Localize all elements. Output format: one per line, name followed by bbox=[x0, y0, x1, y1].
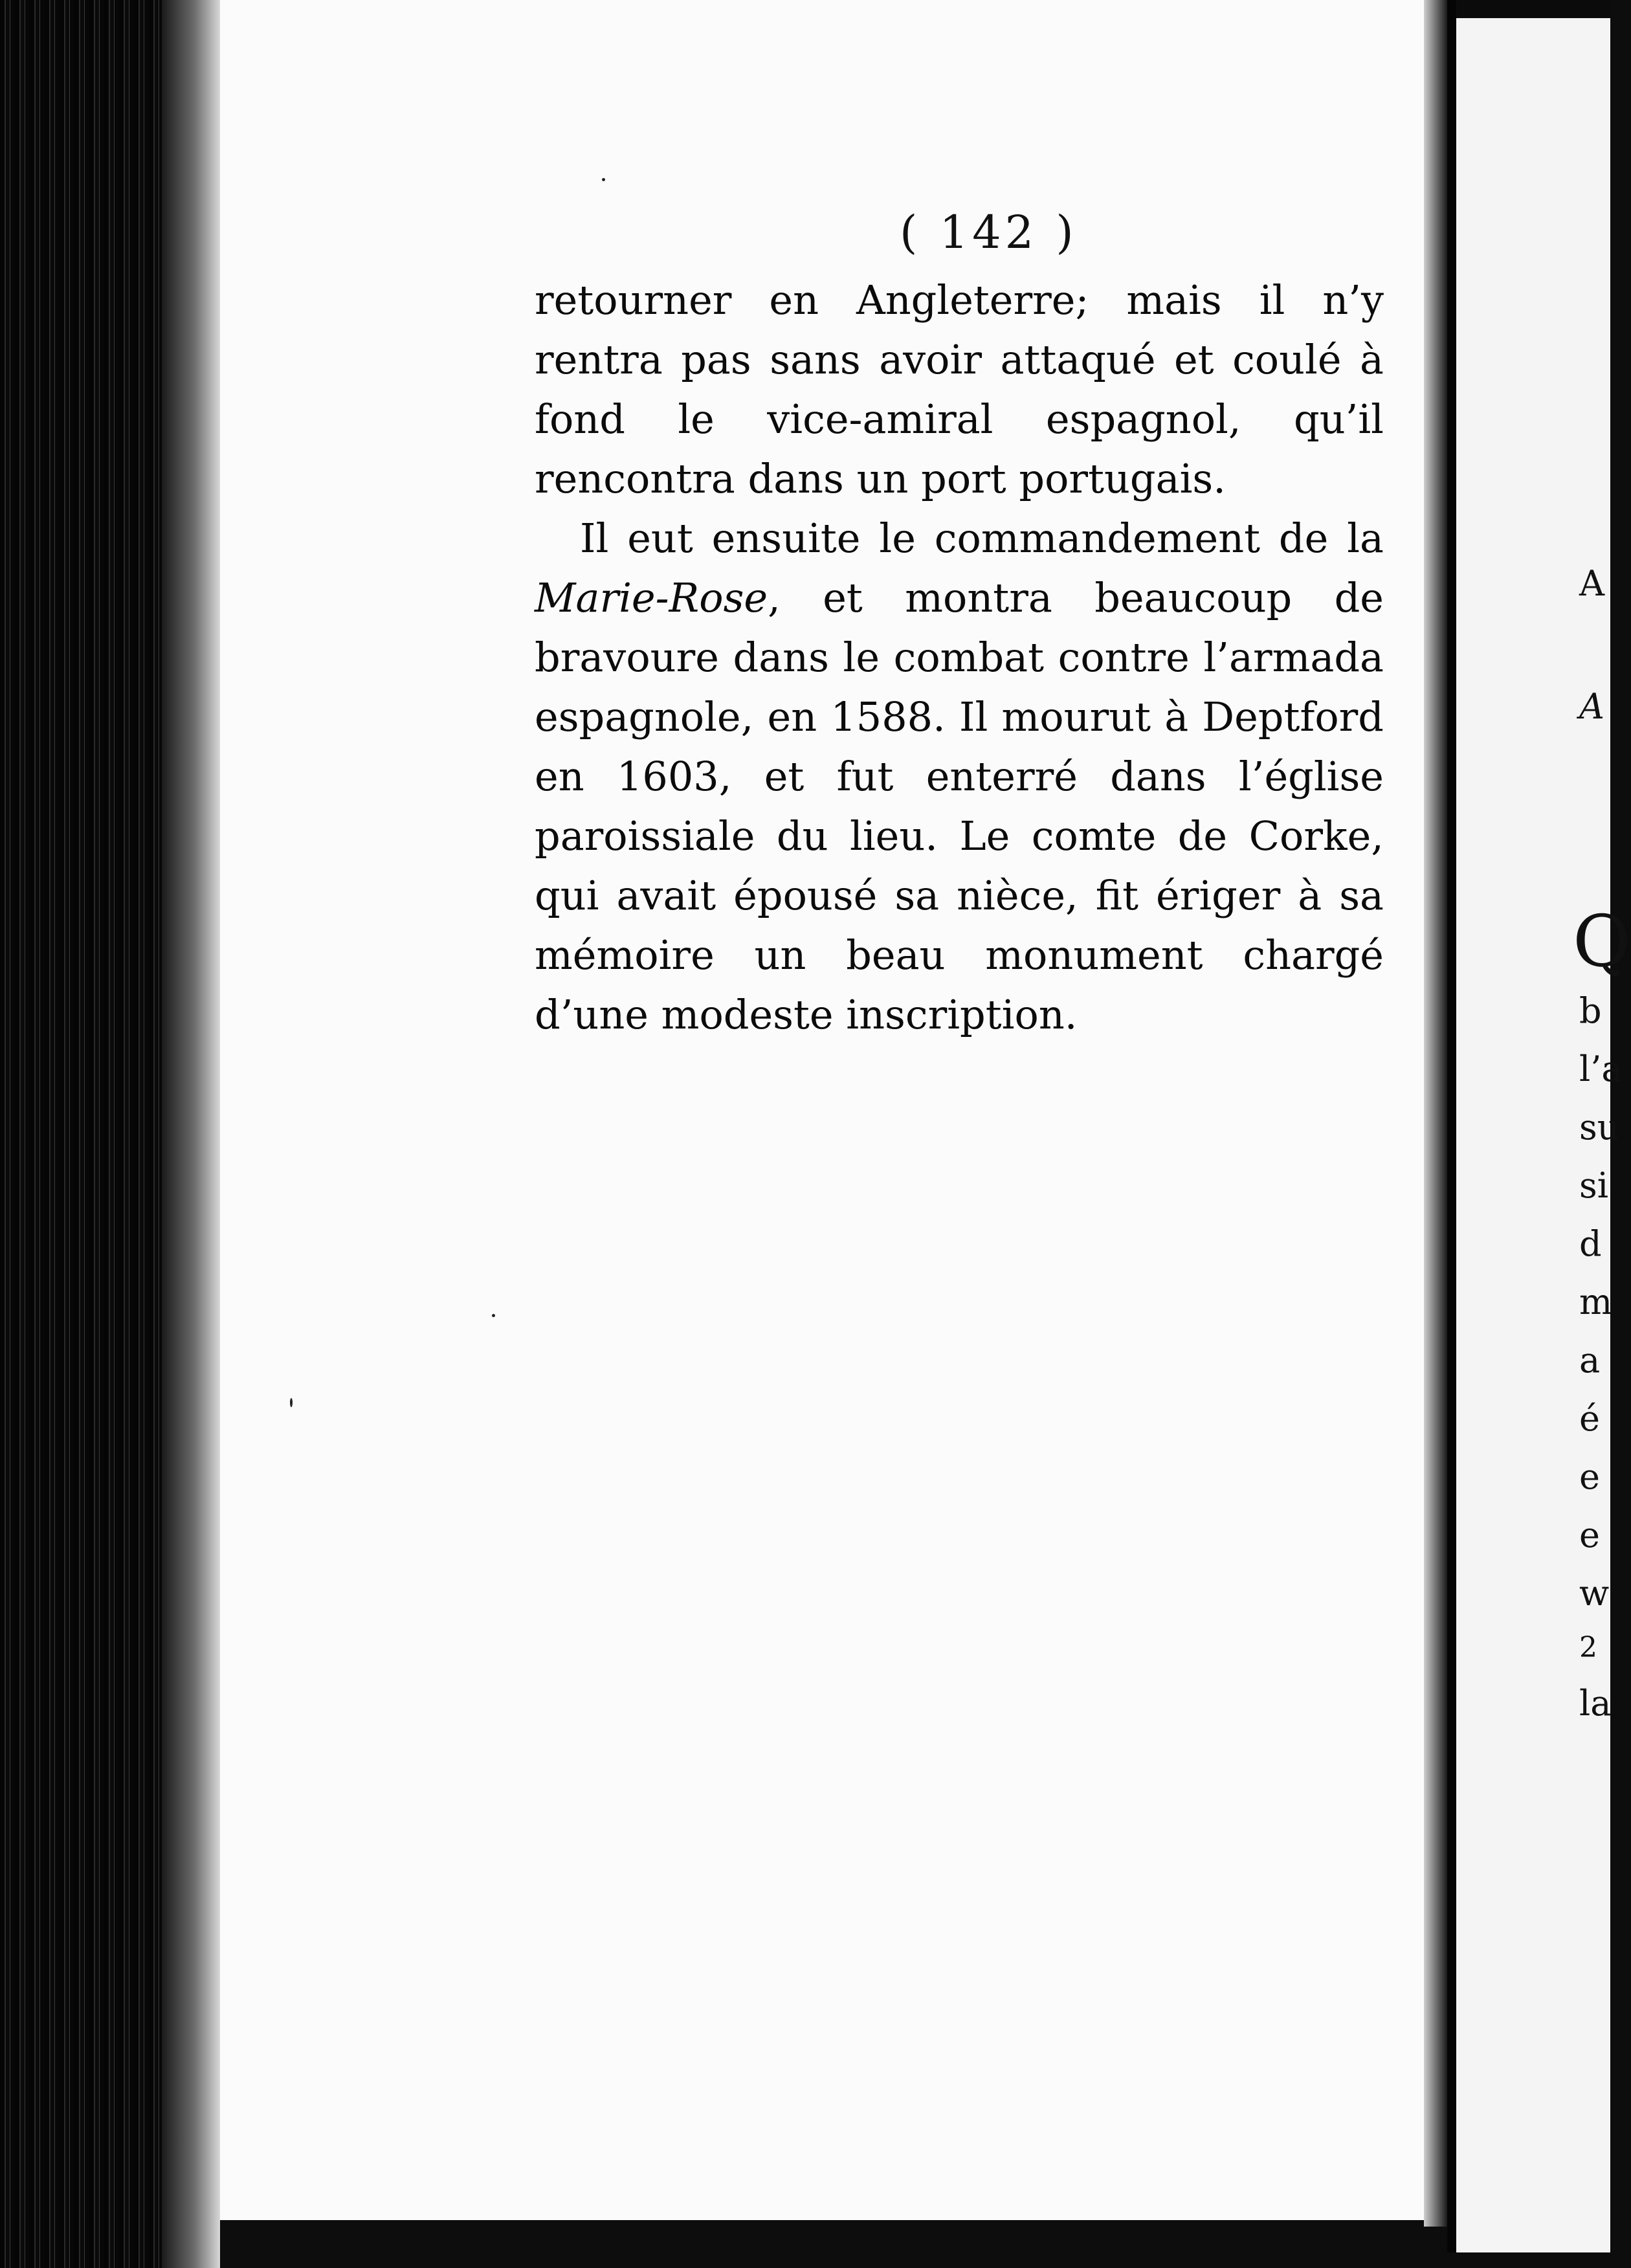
facing-fragment: Q bbox=[1573, 900, 1631, 983]
facing-fragment: m bbox=[1579, 1282, 1613, 1322]
paragraph: retourner en Angleterre; mais il n’y rentra pas sans avoir attaqué et coulé à fond le vice-amiral espagnol, qu’il rencontra dans un port portugais. bbox=[535, 276, 1384, 502]
facing-fragment: d bbox=[1579, 1223, 1602, 1264]
scan-speck bbox=[492, 1314, 495, 1317]
body-text bbox=[535, 271, 1384, 1045]
page-number: ( 142 ) bbox=[900, 206, 1078, 259]
facing-fragment: e bbox=[1579, 1456, 1600, 1497]
facing-fragment: 2 bbox=[1579, 1631, 1597, 1664]
book-gutter bbox=[0, 0, 220, 2268]
facing-fragment: l’a bbox=[1579, 1049, 1623, 1089]
facing-fragment: si bbox=[1579, 1165, 1608, 1206]
facing-fragment: su bbox=[1579, 1107, 1620, 1148]
facing-fragment: a bbox=[1579, 1340, 1601, 1381]
page-edge-shadow bbox=[1424, 0, 1447, 2227]
facing-fragment: e bbox=[1579, 1515, 1600, 1555]
facing-fragment: A bbox=[1579, 563, 1604, 604]
facing-page-top-edge bbox=[1456, 0, 1610, 18]
scan-speck bbox=[602, 178, 605, 181]
facing-fragment: b bbox=[1579, 990, 1602, 1031]
facing-fragment: é bbox=[1579, 1398, 1600, 1439]
paragraph bbox=[535, 509, 1384, 1045]
facing-fragment: A bbox=[1579, 686, 1604, 727]
paragraph-text: Il eut ensuite le commandement de la bbox=[580, 515, 1384, 562]
facing-fragment: w bbox=[1579, 1573, 1610, 1614]
scan-speck bbox=[290, 1398, 293, 1407]
paragraph-text: , et montra beaucoup de bravoure dans le combat contre l’armada espagnole, en 1588. Il mourut à Deptford en 1603, et fut enterré dans l’église paroissiale du lieu. Le comte de Corke, qui avait épousé sa nièce, fit ériger à sa mémoire un beau monument chargé d’une modeste inscription. bbox=[535, 574, 1384, 1038]
ship-name: Marie-Rose bbox=[535, 574, 768, 621]
facing-fragment: la bbox=[1579, 1683, 1612, 1724]
